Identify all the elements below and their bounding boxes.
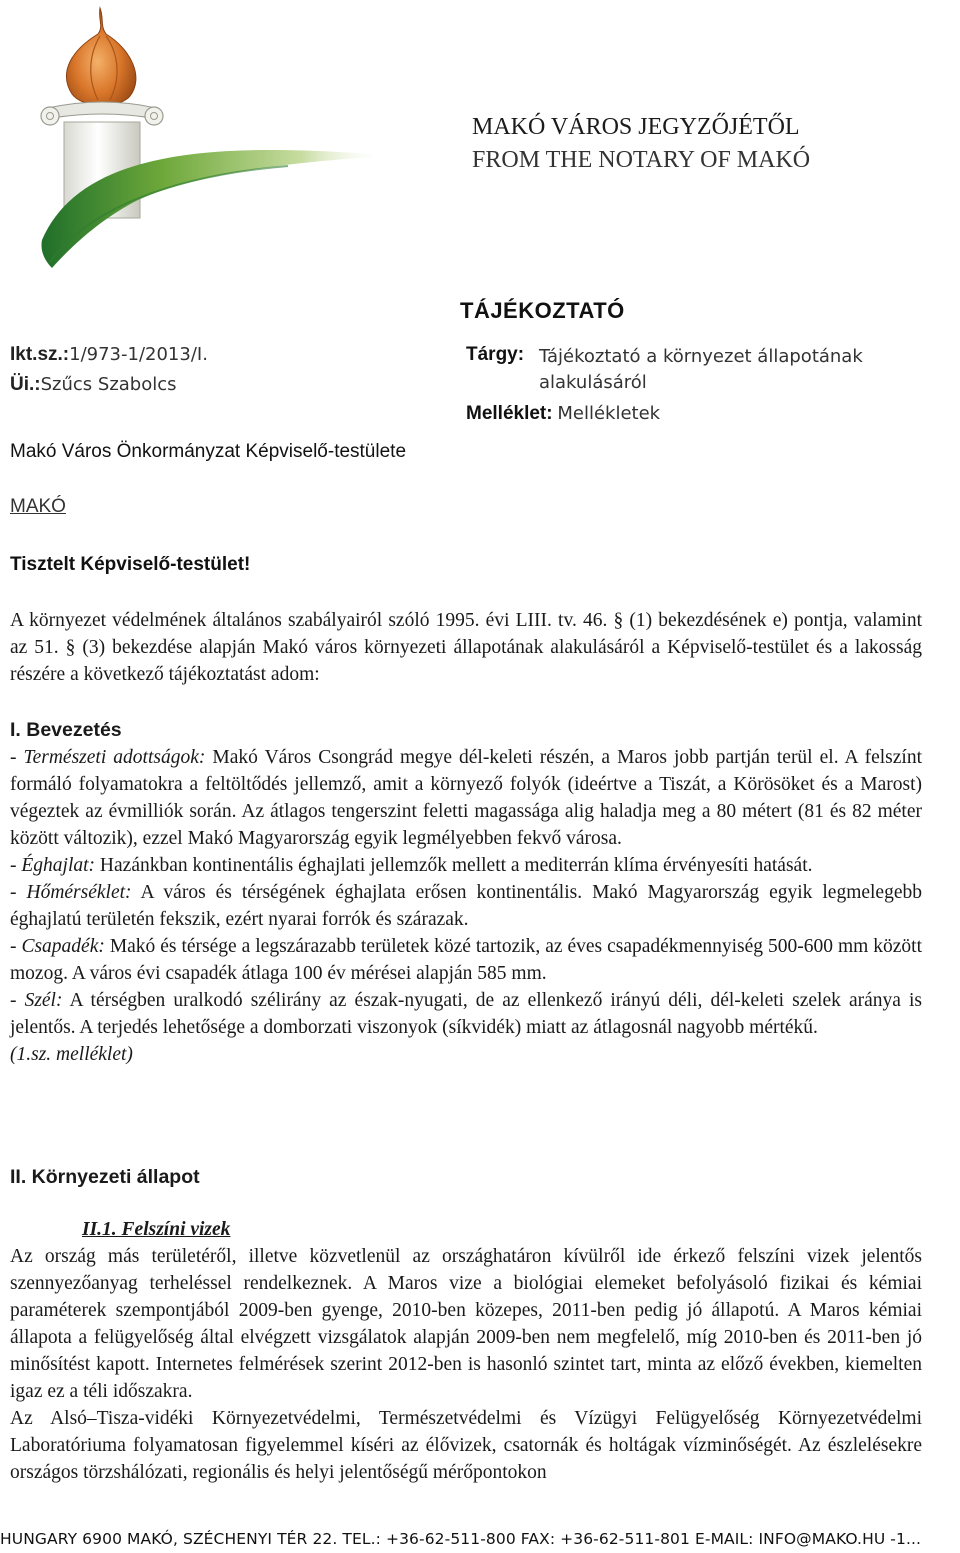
- attachment-note: (1.sz. melléklet): [10, 1044, 133, 1065]
- surface-water-paragraph1: Az ország más területéről, illetve közvetlenül az országhatáron kívülről ide érkező felszíni vizek jelentős szennyezőanyag terheléssel rendelkeznek. A Maros vize a biológiai elemeket befolyásoló fizikai és kémiai paraméterek szempontjából 2009-ben gyenge, 2010-ben közepes, 2011-ben pedig jó állapotú. A Maros kémiai állapota a felügyelőség által elvégzett vizsgálatok alapján 2009-ben nem megfelelő, míg 2010-ben és 2011-ben jó minősítést kapott. Internetes felmérések szerint 2012-ben is hasonló szintet tart, minta az előző években, kiemelten igaz ez a téli időszakra.: [10, 1246, 922, 1402]
- surface-water-section: [10, 1243, 922, 1486]
- item-natural-features: [10, 744, 922, 852]
- reference-label: Ikt.sz.:: [10, 344, 70, 365]
- surface-water-paragraph2: Az Alsó–Tisza-vidéki Környezetvédelmi, Természetvédelmi és Vízügyi Felügyelőség Környezetvédelmi Laboratóriuma folyamatosan figyelemmel kíséri az élővizek, csatornák és holtágak vízminőségét. Az észlelésekre országos törzshálózati, regionális és helyi jelentőségű mérőpontokon: [10, 1408, 922, 1483]
- subsection-heading-block: [82, 1216, 482, 1243]
- item-dash: -: [10, 882, 27, 903]
- case-officer: [10, 374, 177, 396]
- item-term: Szél:: [24, 990, 63, 1011]
- attachment: [466, 403, 660, 425]
- subject-label: Tárgy:: [466, 344, 525, 365]
- item-term: Természeti adottságok:: [23, 747, 206, 768]
- case-officer-label: Üi.:: [10, 374, 41, 395]
- item-text: Hazánkban kontinentális éghajlati jellemzők mellett a mediterrán klíma érvényesíti hatását.: [95, 855, 813, 876]
- city-line: MAKÓ: [10, 496, 66, 517]
- intro-paragraph: [10, 607, 922, 688]
- reference-value: 1/973-1/2013/I.: [69, 344, 208, 365]
- item-term: Hőmérséklet:: [26, 882, 132, 903]
- document-type: TÁJÉKOZTATÓ: [460, 298, 625, 323]
- case-officer-value: Szűcs Szabolcs: [40, 374, 177, 395]
- item-term: Csapadék:: [21, 936, 105, 957]
- header-title: MAKÓ VÁROS JEGYZŐJÉTŐL: [472, 114, 800, 140]
- item-temperature: [10, 879, 922, 933]
- item-wind: [10, 987, 922, 1041]
- item-text: A város és térségének éghajlata erősen kontinentális. Makó Magyarország egyik legmelegebb éghajlatú területén fekszik, ezért nyarai forrók és szárazak.: [10, 882, 922, 930]
- header-subtitle: FROM THE NOTARY OF MAKÓ: [472, 147, 811, 173]
- item-dash: -: [10, 747, 24, 768]
- onion-column-logo-icon: [28, 0, 388, 275]
- attachment-label: Melléklet:: [466, 403, 553, 424]
- item-precipitation: [10, 933, 922, 987]
- item-text: A térségben uralkodó szélirány az észak-nyugati, de az ellenkező irányú déli, dél-keleti szelek aránya is jelentős. A terjedés lehetősége a domborzati viszonyok (síkvidék) miatt az átlagosnál nagyobb mértékű.: [10, 990, 922, 1038]
- section-introduction: [10, 717, 922, 1068]
- attachment-value: Mellékletek: [557, 403, 661, 424]
- reference-number: [10, 344, 208, 366]
- item-text: Makó és térsége a legszárazabb területek közé tartozik, az éves csapadékmennyiség 500-600 mm között mozog. A város évi csapadék átlaga 100 év mérései alapján 585 mm.: [10, 936, 922, 984]
- item-dash: -: [10, 936, 22, 957]
- city-logo: [28, 0, 388, 275]
- page-footer: HUNGARY 6900 MAKÓ, SZÉCHENYI TÉR 22. TEL.: +36-62-511-800 FAX: +36-62-511-801 E-MAIL: INFO@MAKO.HU -1...: [0, 1530, 922, 1548]
- item-dash: -: [10, 855, 22, 876]
- item-term: Éghajlat:: [21, 855, 96, 876]
- subsection-heading: II.1. Felszíni vizek: [82, 1219, 231, 1240]
- intro-text: A környezet védelmének általános szabályairól szóló 1995. évi LIII. tv. 46. § (1) bekezdésének e) pontja, valamint az 51. § (3) bekezdése alapján Makó város környezeti állapotának alakulásáról a Képviselő-testület és a lakosság részére a következő tájékoztatást adom:: [10, 610, 922, 685]
- section2-heading: II. Környezeti állapot: [10, 1166, 200, 1188]
- addressee: Makó Város Önkormányzat Képviselő-testülete: [10, 441, 407, 462]
- salutation: Tisztelt Képviselő-testület!: [10, 554, 251, 575]
- section2-heading-block: [10, 1164, 922, 1191]
- item-climate: [10, 852, 922, 879]
- section1-heading: I. Bevezetés: [10, 719, 122, 741]
- item-text: Makó Város Csongrád megye dél-keleti részén, a Maros jobb partján terül el. A felszínt formáló folyamatokra a feltöltődés jellemző, amit a környező folyók (ideértve a Tiszát, a Körösöket és a Marost) végeztek az évmilliók során. Az átlagos tengerszint feletti magassága alig haladja meg a 80 métert (81 és 82 méter között változik), ezzel Makó Magyarország egyik legmélyebben fekvő városa.: [10, 747, 923, 849]
- subject-value: Tájékoztató a környezet állapotának alakulásáról: [539, 346, 863, 393]
- item-dash: -: [10, 990, 25, 1011]
